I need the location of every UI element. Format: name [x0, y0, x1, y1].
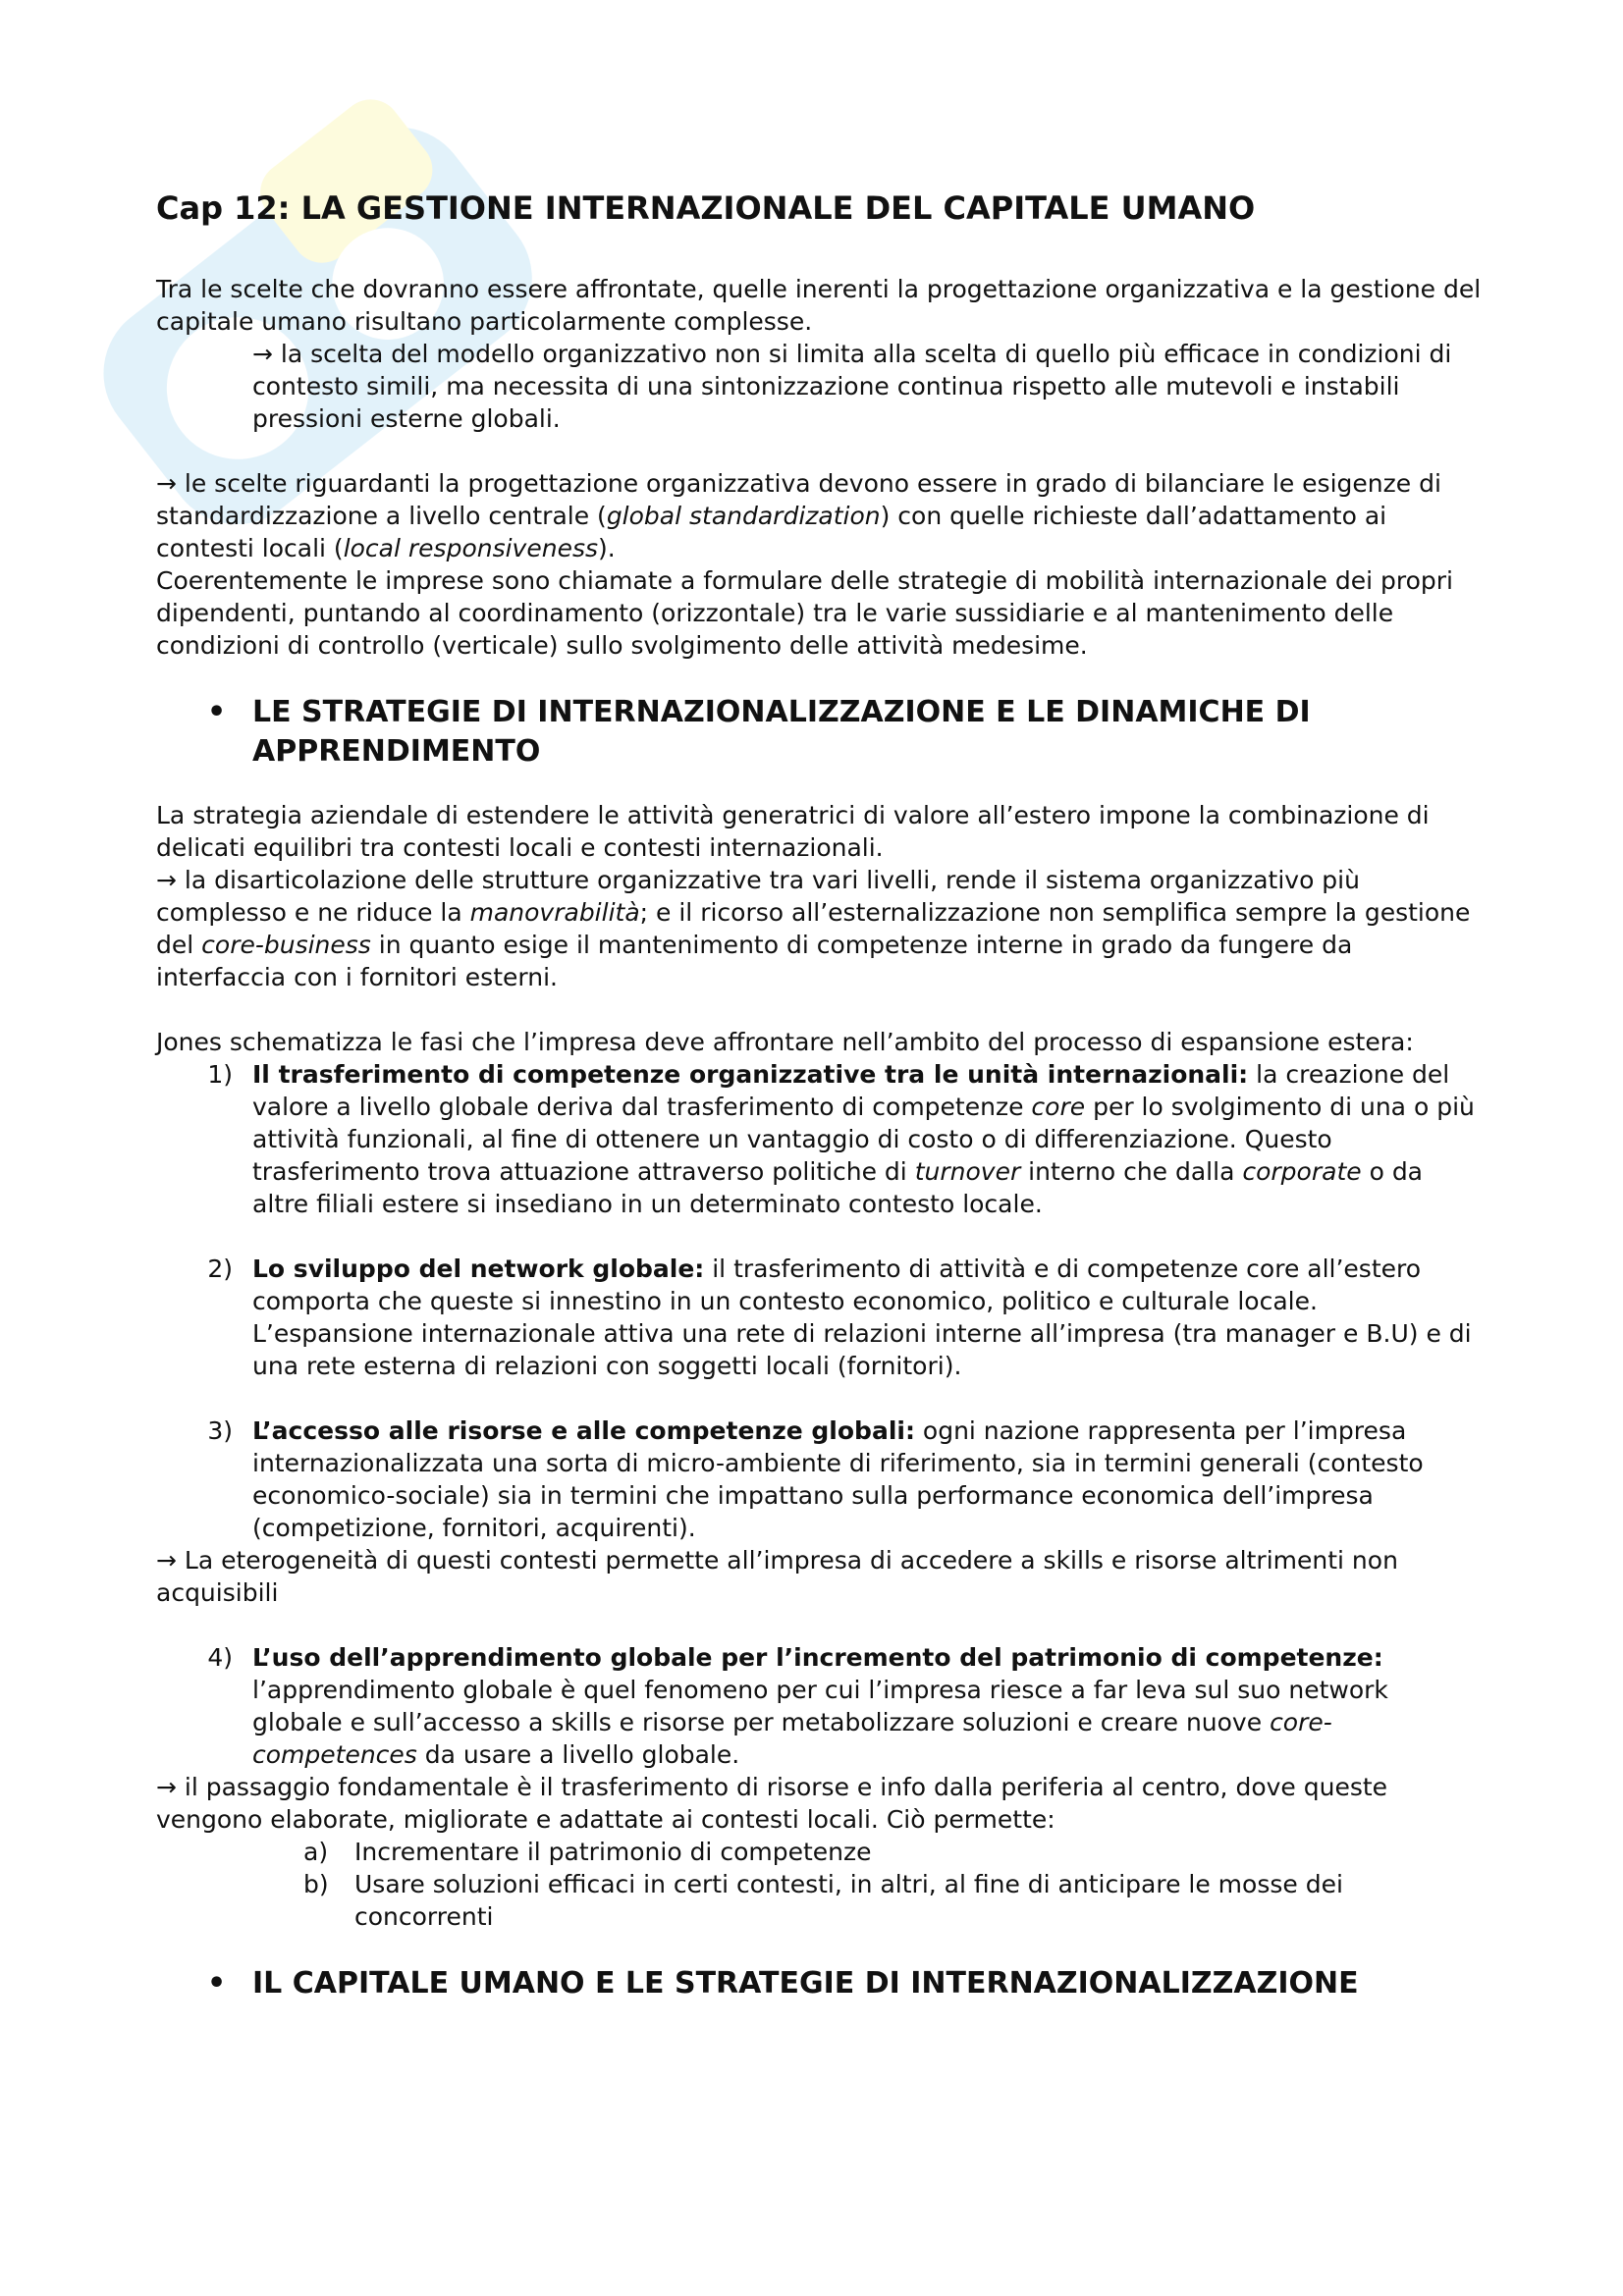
bullet-icon: • [207, 1966, 227, 2001]
arrow-icon: → [252, 340, 273, 368]
section-heading-strategie: • LE STRATEGIE DI INTERNAZIONALIZZAZIONE E LE DINAMICHE DI APPRENDIMENTO [156, 693, 1482, 772]
list-item: 1) Il trasferimento di competenze organizzative tra le unità internazionali: la creazione del valore a livello globale deriva dal trasferimento di competenze core per lo svolgimento di una o più attività funzionali, al fine di ottenere un vantaggio di costo o di differenziazione. Questo trasferimento trova attuazione attraverso politiche di turnover interno che dalla corporate o da altre filiali estere si insediano in un determinato contesto locale. [207, 1060, 1475, 1218]
list-item: 4) L’uso dell’apprendimento globale per l’incremento del patrimonio di competenze: l’apprendimento globale è quel fenomeno per cui l’impresa riesce a far leva sul suo network globale e sull’accesso a skills e risorse per metabolizzare soluzioni e creare nuove core-competences da usare a livello globale. [207, 1643, 1388, 1769]
arrow-icon: → [156, 1546, 177, 1575]
bullet-icon: • [207, 695, 227, 729]
jones-paragraph: Jones schematizza le fasi che l’impresa deve affrontare nell’ambito del processo di espansione estera: [156, 1028, 1414, 1056]
arrow-icon: → [156, 469, 177, 498]
arrow-icon: → [156, 866, 177, 894]
intro-balance-paragraph: → le scelte riguardanti la progettazione organizzativa devono essere in grado di bilanciare le esigenze di standardizzazione a livello centrale (global standardization) con quelle richieste dall’adattamento ai contesti locali (local responsiveness). [156, 469, 1441, 562]
item4-arrow-note: → il passaggio fondamentale è il trasferimento di risorse e info dalla periferia al centro, dove queste vengono elaborate, migliorate e adattate ai contesti locali. Ciò permette: [156, 1773, 1388, 1834]
intro-paragraph: Tra le scelte che dovranno essere affrontate, quelle inerenti la progettazione organizzativa e la gestione del capitale umano risultano particolarmente complesse. [156, 275, 1482, 336]
list-item: 2) Lo sviluppo del network globale: il trasferimento di attività e di competenze core all’estero comporta che queste si innestino in un contesto economico, politico e culturale locale. L’espansione internazionale attiva una rete di relazioni interne all’impresa (tra manager e B.U) e di una rete esterna di relazioni con soggetti locali (fornitori). [207, 1255, 1472, 1380]
list-item: 3) L’accesso alle risorse e alle competenze globali: ogni nazione rappresenta per l’impresa internazionalizzata una sorta di micro-ambiente di riferimento, sia in termini generali (contesto economico-sociale) sia in termini che impattano sulla performance economica dell’impresa (competizione, fornitori, acquirenti). [207, 1416, 1424, 1542]
document-page [156, 187, 1482, 2031]
sub-list-item: a) Incrementare il patrimonio di competenze [303, 1838, 872, 1866]
section1-paragraph: La strategia aziendale di estendere le attività generatrici di valore all’estero impone la combinazione di delicati equilibri tra contesti locali e contesti internazionali. [156, 801, 1430, 862]
section1-arrow-paragraph: → la disarticolazione delle strutture organizzative tra vari livelli, rende il sistema organizzativo più complesso e ne riduce la manovrabilità; e il ricorso all’esternalizzazione non semplifica sempre la gestione del core-business in quanto esige il mantenimento di competenze interne in grado da fungere da interfaccia con i fornitori esterni. [156, 866, 1471, 991]
item3-arrow-note: → La eterogeneità di questi contesti permette all’impresa di accedere a skills e risorse altrimenti non acquisibili [156, 1546, 1398, 1607]
page-title: Cap 12: LA GESTIONE INTERNAZIONALE DEL CAPITALE UMANO [156, 189, 1256, 227]
arrow-icon: → [156, 1773, 177, 1801]
section-heading-capitale-umano: • IL CAPITALE UMANO E LE STRATEGIE DI INTERNAZIONALIZZAZIONE [156, 1964, 1482, 2003]
intro-arrow-note: → la scelta del modello organizzativo non si limita alla scelta di quello più efficace in condizioni di contesto simili, ma necessita di una sintonizzazione continua rispetto alle mutevoli e instabili pressioni esterne globali. [252, 340, 1452, 433]
intro-mobility-paragraph: Coerentemente le imprese sono chiamate a formulare delle strategie di mobilità internazionale dei propri dipendenti, puntando al coordinamento (orizzontale) tra le varie sussidiarie e al mantenimento delle condizioni di controllo (verticale) sullo svolgimento delle attività medesime. [156, 566, 1453, 660]
sub-list-item: b) Usare soluzioni efficaci in certi contesti, in altri, al fine di anticipare le mosse dei concorrenti [303, 1870, 1343, 1931]
